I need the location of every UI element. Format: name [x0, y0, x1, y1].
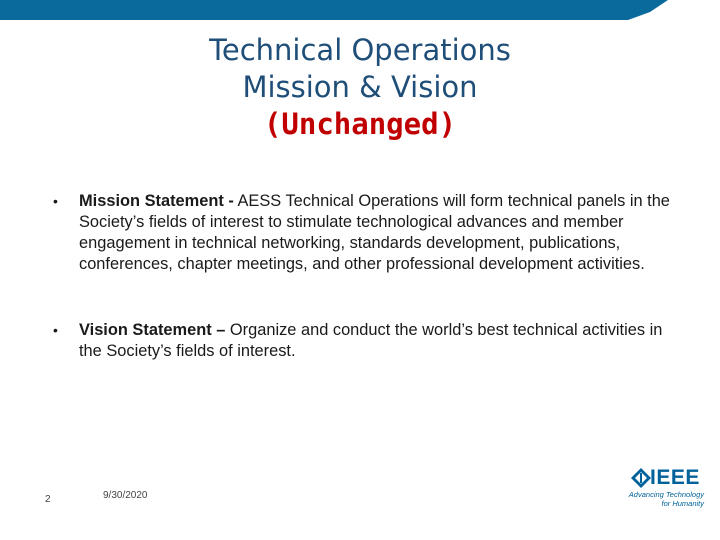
- logo-tagline: [628, 490, 704, 508]
- ieee-diamond-icon: [631, 468, 651, 488]
- slide-number: 2: [45, 494, 51, 505]
- vision-heading: Vision Statement –: [79, 321, 226, 339]
- bullet-marker: •: [53, 193, 58, 209]
- top-banner: [0, 0, 720, 20]
- bullet-list: [53, 191, 683, 362]
- ieee-logo: [628, 466, 706, 510]
- vision-text: Organize and conduct the world’s best technical activities in the Society’s fields of interest.: [79, 321, 663, 360]
- title-line-1: Technical Operations: [209, 33, 511, 67]
- bullet-mission: [53, 191, 683, 275]
- logo-tagline-line-1: Advancing Technology: [628, 490, 704, 499]
- title-line-3: (Unchanged): [263, 107, 457, 141]
- slide-title: [0, 32, 720, 143]
- bullet-vision: [53, 320, 683, 362]
- mission-heading: Mission Statement -: [79, 192, 234, 210]
- title-line-2: Mission & Vision: [242, 70, 478, 104]
- mission-text: AESS Technical Operations will form technical panels in the Society’s fields of interest to stimulate technological advances and member engagement in technical networking, standards development, publications, conferences, chapter meetings, and other professional development activities.: [79, 192, 670, 273]
- logo-tagline-line-2: for Humanity: [661, 499, 704, 508]
- slide-date: 9/30/2020: [103, 490, 148, 501]
- bullet-marker: •: [53, 322, 58, 338]
- logo-wordmark: IEEE: [650, 466, 700, 489]
- top-banner-tail: [628, 0, 668, 20]
- top-banner-main: [0, 0, 628, 20]
